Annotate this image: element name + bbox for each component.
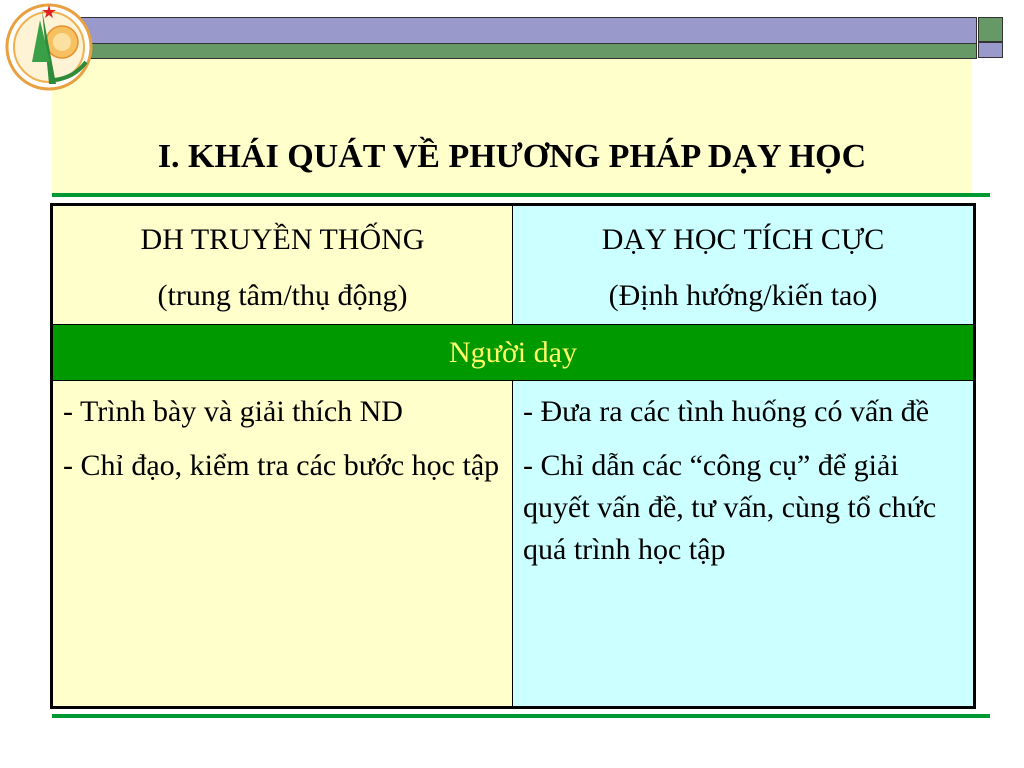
header-band-blue xyxy=(52,17,977,44)
content-row xyxy=(52,381,975,708)
right-content-cell xyxy=(513,381,975,708)
section-label: Người dạy xyxy=(52,325,975,381)
left-header-title: DH TRUYỀN THỐNG xyxy=(140,223,425,256)
right-column-header xyxy=(513,205,975,325)
comparison-table xyxy=(50,203,976,709)
list-item: - Trình bày và giải thích ND xyxy=(63,395,403,428)
list-item: - Đưa ra các tình huống có vấn đề xyxy=(523,395,930,428)
header-row xyxy=(52,205,975,325)
section-row xyxy=(52,325,975,381)
footer-rule xyxy=(52,714,990,718)
left-header-subtitle: (trung tâm/thụ động) xyxy=(157,279,408,312)
corner-square-blue xyxy=(978,42,1003,58)
left-content-cell xyxy=(52,381,513,708)
list-item: - Chỉ đạo, kiểm tra các bước học tập xyxy=(63,449,500,482)
title-underline xyxy=(52,193,990,197)
university-seal-icon xyxy=(4,2,94,92)
left-column-header xyxy=(52,205,513,325)
right-header-subtitle: (Định hướng/kiến tao) xyxy=(608,279,878,312)
corner-square-green xyxy=(978,17,1003,42)
header-band-green xyxy=(52,43,977,59)
list-item: - Chỉ dẫn các “công cụ” để giải quyết vấn đề, tư vấn, cùng tổ chức quá trình học tập xyxy=(523,449,937,566)
right-header-title: DẠY HỌC TÍCH CỰC xyxy=(601,223,885,256)
page-title: I. KHÁI QUÁT VỀ PHƯƠNG PHÁP DẠY HỌC xyxy=(157,138,867,175)
